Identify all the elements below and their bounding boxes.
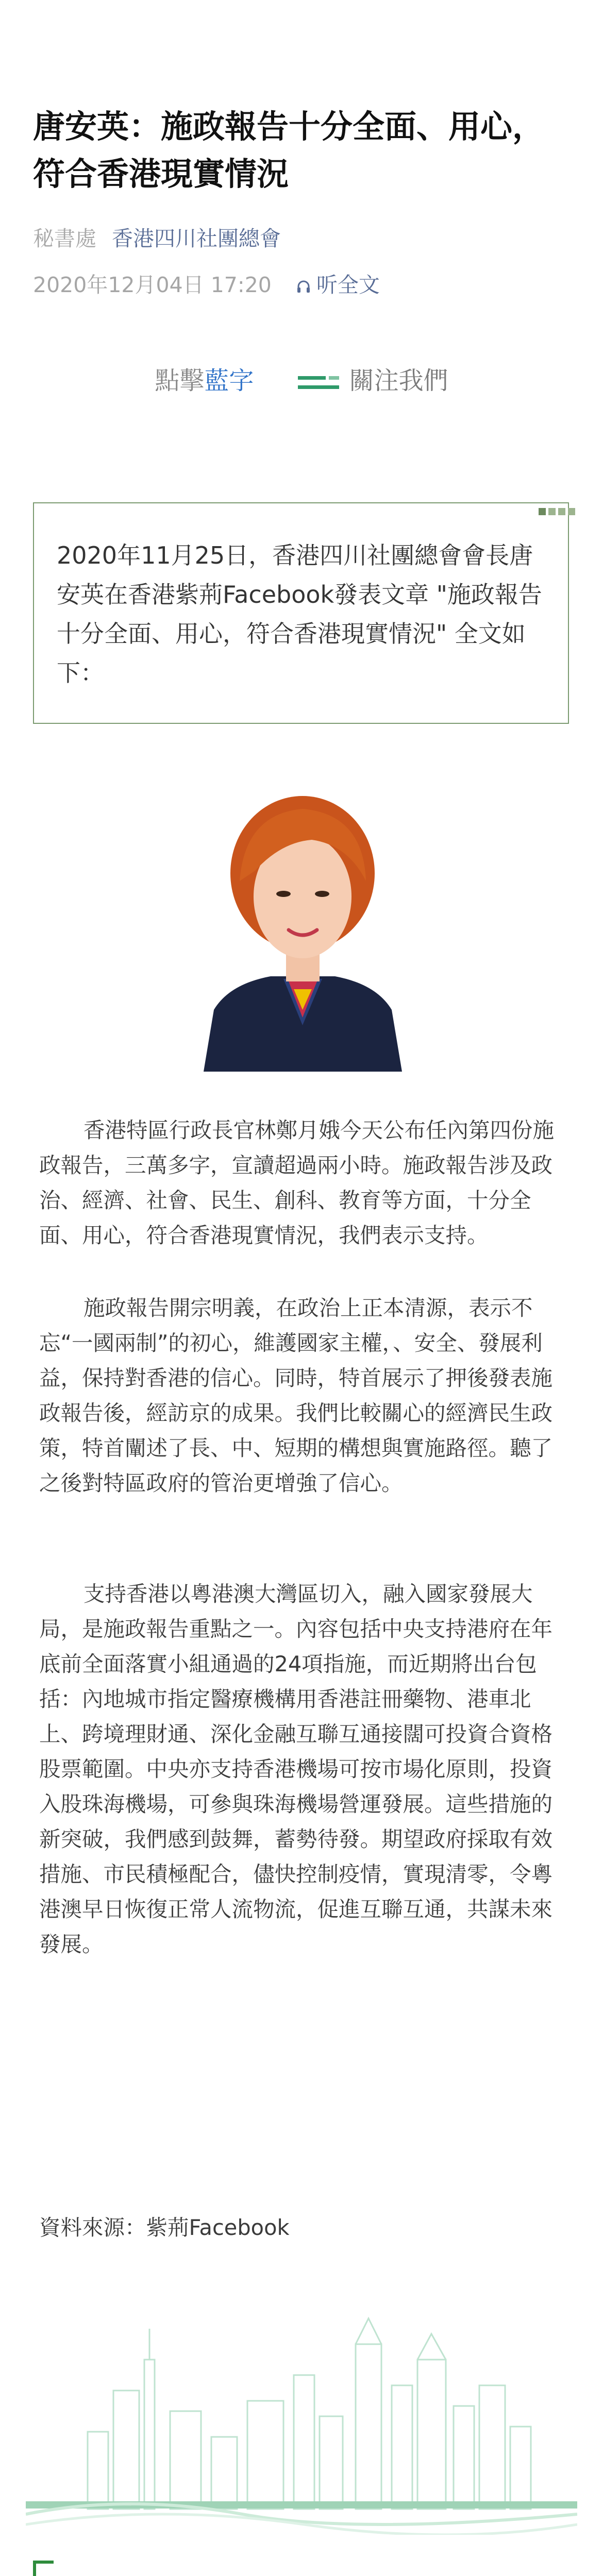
follow-banner[interactable] <box>0 361 603 396</box>
intro-text: 2020年11月25日，香港四川社團總會會長唐安英在香港紫荊Facebook發表文章 "施政報告十分全面、用心，符合香港現實情況" 全文如下： <box>57 541 542 687</box>
body-paragraph: 香港特區行政長官林鄭月娥今天公布任內第四份施政報告，三萬多字，宣讀超過兩小時。施政報告涉及政治、經濟、社會、民生、創科、教育等方面，十分全面、用心，符合香港現實情況，我們表示支持。 <box>39 1117 555 1248</box>
qr-card-frame <box>33 2561 569 2576</box>
author-name: 秘書處 <box>33 226 96 251</box>
account-link[interactable]: 香港四川社團總會 <box>112 226 281 251</box>
city-skyline-illustration <box>26 2298 577 2535</box>
listen-button[interactable] <box>296 273 380 297</box>
follow-blue-word: 藍字 <box>204 366 254 395</box>
listen-label: 听全文 <box>316 273 380 297</box>
source-note: 資料來源：紫荊Facebook <box>39 2215 290 2240</box>
publish-date: 2020年12月04日 17:20 <box>33 273 272 297</box>
headphones-icon <box>296 279 311 294</box>
article-title: 唐安英：施政報告十分全面、用心，符合香港現實情況 <box>33 108 545 193</box>
portrait-photo <box>193 783 412 1072</box>
body-paragraph: 施政報告開宗明義，在政治上正本清源，表示不忘“一國兩制”的初心，維護國家主權，、安全、發展利益，保持對香港的信心。同時，特首展示了押後發表施政報告後，經訪京的成果。我們比較關心的經濟民生政策，特首闡述了長、中、短期的構想與實施路徑。聽了之後對特區政府的管治更增強了信心。 <box>39 1295 553 1496</box>
follow-attention: 關注我們 <box>349 366 448 395</box>
article-meta <box>33 268 380 298</box>
frame-corner-decoration <box>536 507 575 517</box>
body-paragraph: 支持香港以粵港澳大灣區切入，融入國家發展大局，是施政報告重點之一。內容包括中央支持港府在年底前全面落實小組通過的24項指施，而近期將出台包括：內地城市指定醫療機構用香港註冊藥物、港車北上、跨境理財通、深化金融互聯互通接闊可投資合資格股票範圍。中央亦支持香港機場可按市場化原則，投資入股珠海機場，可參與珠海機場營運發展。這些措施的新突破，我們感到鼓舞，蓄勢待發。期望政府採取有效措施、市民積極配合，儘快控制疫情，實現清零，令粵港澳早日恢復正常人流物流，促進互聯互通，共謀未來發展。 <box>39 1581 553 1957</box>
follow-prefix: 點擊 <box>155 366 205 395</box>
article-byline <box>33 222 281 252</box>
double-line-icon <box>298 372 339 393</box>
